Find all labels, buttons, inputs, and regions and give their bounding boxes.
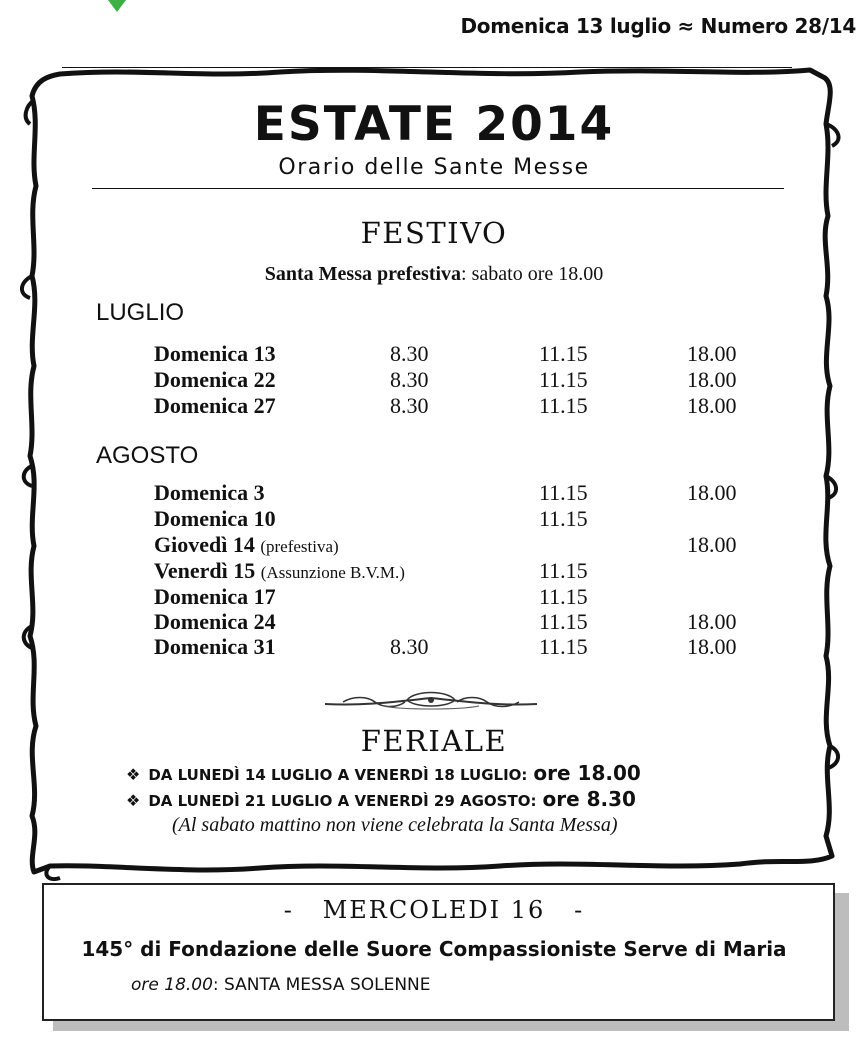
schedule-row [0,532,868,558]
time-evening: 18.00 [687,634,737,659]
issue-header: Domenica 13 luglio ≈ Numero 28/14 [460,14,856,38]
schedule-row [0,506,868,532]
schedule-row [0,558,868,584]
event-subtitle: 145° di Fondazione delle Suore Compassioniste Serve di Maria [81,937,787,961]
time-early: 8.30 [390,341,429,366]
schedule-row [0,341,868,367]
row-day: Domenica 10 [154,506,276,531]
row-day: Domenica 24 [154,609,276,634]
row-day: Domenica 13 [154,341,276,366]
diamond-bullet-icon: ❖ [126,791,141,810]
time-evening: 18.00 [687,532,737,557]
feriale-time: ore 8.30 [542,787,636,811]
feriale-line [126,787,636,811]
row-day [154,558,405,586]
month-label-luglio: LUGLIO [96,299,185,326]
time-evening: 18.00 [687,609,737,634]
row-day: Domenica 17 [154,584,276,609]
feriale-line [126,761,641,785]
row-day-name: Venerdì 15 [154,558,256,583]
festivo-heading: FESTIVO [360,216,508,250]
time-midday: 11.15 [539,558,588,583]
row-day: Domenica 31 [154,634,276,659]
prefestiva-time: : sabato ore 18.00 [461,263,604,285]
ornament-divider-icon [323,688,539,712]
time-evening: 18.00 [687,367,737,392]
month-label-agosto: AGOSTO [96,442,199,469]
logo-mark-icon [108,0,126,12]
time-evening: 18.00 [687,393,737,418]
time-midday: 11.15 [539,506,588,531]
row-day: Domenica 22 [154,367,276,392]
schedule-row [0,367,868,393]
feriale-note: (Al sabato mattino non viene celebrata la Santa Messa) [172,814,618,836]
schedule-row [0,480,868,506]
feriale-range: DA LUNEDÌ 21 LUGLIO A VENERDÌ 29 AGOSTO: [148,792,537,810]
row-day-name: Giovedì 14 [154,532,255,557]
time-midday: 11.15 [539,584,588,609]
feriale-time: ore 18.00 [533,761,641,785]
time-early: 8.30 [390,393,429,418]
row-day-note: (Assunzione B.V.M.) [260,563,405,582]
time-midday: 11.15 [539,480,588,505]
event-time-line [131,975,431,995]
prefestiva-line [0,263,868,286]
event-time: ore 18.00 [131,975,213,995]
time-midday: 11.15 [539,367,588,392]
page-title: ESTATE 2014 [253,97,615,152]
row-day [154,532,339,560]
time-early: 8.30 [390,367,429,392]
row-day: Domenica 3 [154,480,265,505]
time-midday: 11.15 [539,341,588,366]
schedule-row [0,584,868,610]
event-title: - MERCOLEDI 16 - [283,896,585,924]
row-day-note: (prefestiva) [260,537,339,556]
time-midday: 11.15 [539,634,588,659]
time-midday: 11.15 [539,393,588,418]
feriale-heading: FERIALE [360,724,508,758]
row-day: Domenica 27 [154,393,276,418]
feriale-range: DA LUNEDÌ 14 LUGLIO A VENERDÌ 18 LUGLIO: [148,766,528,784]
time-midday: 11.15 [539,609,588,634]
event-description: : SANTA MESSA SOLENNE [212,975,431,995]
time-early: 8.30 [390,634,429,659]
schedule-row [0,609,868,635]
diamond-bullet-icon: ❖ [126,765,141,784]
prefestiva-label: Santa Messa prefestiva [264,263,462,285]
title-rule [92,188,784,189]
time-evening: 18.00 [687,480,737,505]
schedule-row [0,634,868,660]
time-evening: 18.00 [687,341,737,366]
page-subtitle: Orario delle Sante Messe [278,155,590,180]
schedule-row [0,393,868,419]
